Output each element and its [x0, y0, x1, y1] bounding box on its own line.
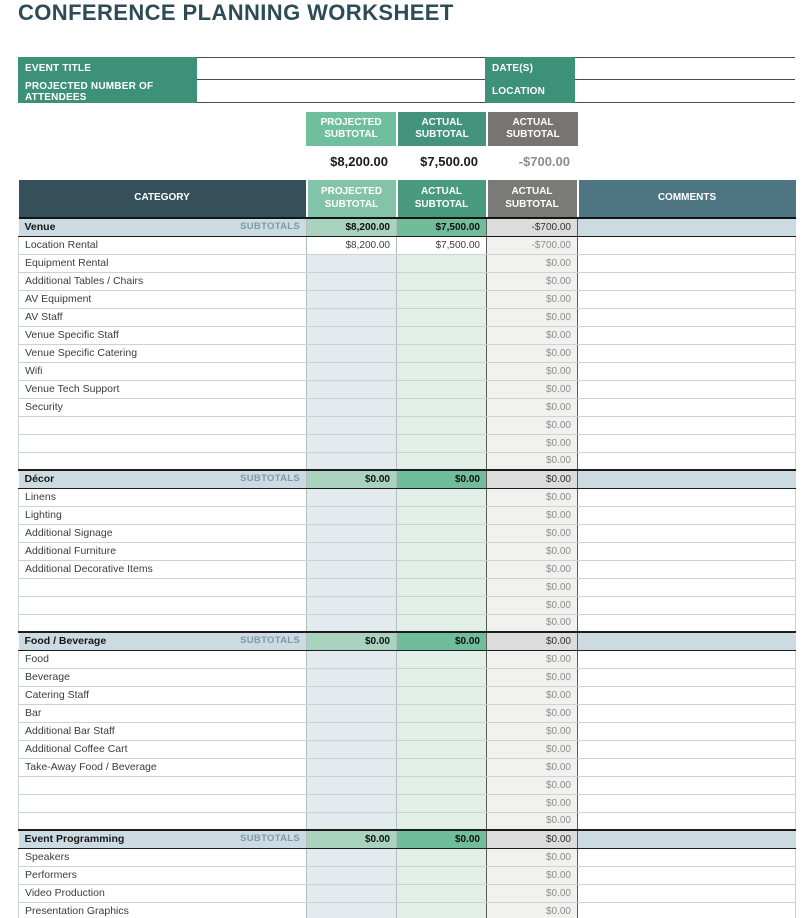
- actual-cell[interactable]: [397, 848, 487, 866]
- item-cell[interactable]: Additional Signage: [19, 524, 307, 542]
- table-row: [19, 560, 796, 578]
- table-row: [19, 902, 796, 918]
- projected-cell[interactable]: [307, 884, 397, 902]
- item-cell[interactable]: Food: [19, 650, 307, 668]
- actual-cell[interactable]: [397, 776, 487, 794]
- difference-cell[interactable]: $0.00: [487, 488, 578, 506]
- category-projected-cell[interactable]: $0.00: [307, 470, 397, 488]
- actual-cell[interactable]: [397, 884, 487, 902]
- category-row: [19, 830, 796, 848]
- actual-cell[interactable]: [397, 740, 487, 758]
- table-row: [19, 434, 796, 452]
- projected-cell[interactable]: [307, 434, 397, 452]
- difference-cell[interactable]: $0.00: [487, 848, 578, 866]
- comments-cell[interactable]: [578, 866, 796, 884]
- difference-cell[interactable]: $0.00: [487, 560, 578, 578]
- projected-cell[interactable]: [307, 776, 397, 794]
- projected-cell[interactable]: [307, 704, 397, 722]
- category-name-cell[interactable]: [19, 470, 307, 488]
- item-cell[interactable]: Additional Coffee Cart: [19, 740, 307, 758]
- item-cell[interactable]: Linens: [19, 488, 307, 506]
- difference-cell[interactable]: $0.00: [487, 758, 578, 776]
- comments-cell[interactable]: [578, 902, 796, 918]
- table-row: [19, 254, 796, 272]
- projected-cell[interactable]: [307, 506, 397, 524]
- comments-cell[interactable]: [578, 812, 796, 830]
- difference-cell[interactable]: $0.00: [487, 380, 578, 398]
- actual-cell[interactable]: [397, 542, 487, 560]
- projected-cell[interactable]: [307, 290, 397, 308]
- table-row: [19, 668, 796, 686]
- location-label: LOCATION: [485, 80, 575, 103]
- comments-cell[interactable]: [578, 650, 796, 668]
- table-row: [19, 758, 796, 776]
- actual-cell[interactable]: [397, 794, 487, 812]
- item-cell[interactable]: [19, 452, 307, 470]
- projected-cell[interactable]: [307, 344, 397, 362]
- item-cell[interactable]: Beverage: [19, 668, 307, 686]
- event-title-label: EVENT TITLE: [18, 57, 197, 80]
- table-header-row: [19, 180, 796, 218]
- category-name: Food / Beverage: [24, 635, 107, 648]
- difference-cell[interactable]: $0.00: [487, 434, 578, 452]
- comments-cell[interactable]: [578, 614, 796, 632]
- difference-cell[interactable]: $0.00: [487, 866, 578, 884]
- projected-cell[interactable]: [307, 542, 397, 560]
- category-name-cell[interactable]: [19, 830, 307, 848]
- category-name-cell[interactable]: [19, 632, 307, 650]
- category-projected-cell[interactable]: $0.00: [307, 632, 397, 650]
- item-cell[interactable]: Performers: [19, 866, 307, 884]
- actual-cell[interactable]: [397, 650, 487, 668]
- summary-difference-header: ACTUAL SUBTOTAL: [486, 112, 578, 146]
- comments-cell[interactable]: [578, 794, 796, 812]
- item-cell[interactable]: Lighting: [19, 506, 307, 524]
- table-row: [19, 578, 796, 596]
- actual-cell[interactable]: [397, 308, 487, 326]
- summary-actual-header: ACTUAL SUBTOTAL: [396, 112, 486, 146]
- actual-cell[interactable]: [397, 866, 487, 884]
- difference-cell[interactable]: $0.00: [487, 542, 578, 560]
- summary-projected-header: PROJECTED SUBTOTAL: [306, 112, 396, 146]
- projected-cell[interactable]: [307, 326, 397, 344]
- item-cell[interactable]: AV Equipment: [19, 290, 307, 308]
- difference-cell[interactable]: $0.00: [487, 416, 578, 434]
- difference-cell[interactable]: $0.00: [487, 344, 578, 362]
- actual-cell[interactable]: [397, 398, 487, 416]
- comments-cell[interactable]: [578, 560, 796, 578]
- category-difference-cell[interactable]: $0.00: [487, 632, 578, 650]
- actual-cell[interactable]: [397, 452, 487, 470]
- difference-cell[interactable]: $0.00: [487, 506, 578, 524]
- comments-cell[interactable]: [578, 254, 796, 272]
- comments-cell[interactable]: [578, 434, 796, 452]
- category-projected-cell[interactable]: $8,200.00: [307, 218, 397, 236]
- table-row: [19, 290, 796, 308]
- projected-cell[interactable]: [307, 650, 397, 668]
- summary-section: [306, 112, 578, 176]
- actual-cell[interactable]: $7,500.00: [397, 236, 487, 254]
- difference-cell[interactable]: $0.00: [487, 902, 578, 918]
- comments-cell[interactable]: [578, 524, 796, 542]
- table-row: [19, 866, 796, 884]
- worksheet-table: [18, 180, 796, 918]
- projected-cell[interactable]: [307, 866, 397, 884]
- table-row: [19, 362, 796, 380]
- item-cell[interactable]: Speakers: [19, 848, 307, 866]
- comments-cell[interactable]: [578, 776, 796, 794]
- projected-cell[interactable]: [307, 596, 397, 614]
- projected-cell[interactable]: [307, 254, 397, 272]
- comments-cell[interactable]: [578, 398, 796, 416]
- table-row: [19, 812, 796, 830]
- projected-cell[interactable]: [307, 758, 397, 776]
- projected-cell[interactable]: [307, 560, 397, 578]
- comments-cell[interactable]: [578, 308, 796, 326]
- table-row: [19, 506, 796, 524]
- comments-cell[interactable]: [578, 722, 796, 740]
- projected-cell[interactable]: [307, 362, 397, 380]
- table-row: [19, 452, 796, 470]
- actual-cell[interactable]: [397, 812, 487, 830]
- item-cell[interactable]: Presentation Graphics: [19, 902, 307, 918]
- category-actual-cell[interactable]: $0.00: [397, 470, 487, 488]
- table-row: [19, 488, 796, 506]
- table-row: [19, 794, 796, 812]
- actual-cell[interactable]: [397, 722, 487, 740]
- table-row: [19, 524, 796, 542]
- actual-cell[interactable]: [397, 362, 487, 380]
- projected-cell[interactable]: [307, 380, 397, 398]
- comments-cell[interactable]: [578, 542, 796, 560]
- difference-cell[interactable]: $0.00: [487, 308, 578, 326]
- item-cell[interactable]: [19, 794, 307, 812]
- comments-cell[interactable]: [578, 236, 796, 254]
- comments-cell[interactable]: [578, 416, 796, 434]
- table-row: [19, 704, 796, 722]
- page-title: CONFERENCE PLANNING WORKSHEET: [18, 0, 454, 25]
- item-cell[interactable]: Additional Decorative Items: [19, 560, 307, 578]
- item-cell[interactable]: Equipment Rental: [19, 254, 307, 272]
- summary-projected-value: $8,200.00: [306, 146, 396, 176]
- actual-cell[interactable]: [397, 434, 487, 452]
- category-difference-cell[interactable]: -$700.00: [487, 218, 578, 236]
- table-row: [19, 380, 796, 398]
- worksheet-table-body: [19, 218, 796, 918]
- comments-cell[interactable]: [578, 686, 796, 704]
- subtotals-label: SUBTOTALS: [240, 833, 300, 845]
- actual-cell[interactable]: [397, 902, 487, 918]
- item-cell[interactable]: Additional Bar Staff: [19, 722, 307, 740]
- item-cell[interactable]: Wifi: [19, 362, 307, 380]
- subtotals-label: SUBTOTALS: [240, 473, 300, 485]
- table-row: [19, 686, 796, 704]
- category-actual-cell[interactable]: $7,500.00: [397, 218, 487, 236]
- comments-cell[interactable]: [578, 362, 796, 380]
- category-actual-cell[interactable]: $0.00: [397, 632, 487, 650]
- table-row: [19, 236, 796, 254]
- event-title-input[interactable]: [197, 57, 485, 80]
- actual-cell[interactable]: [397, 704, 487, 722]
- actual-cell[interactable]: [397, 578, 487, 596]
- category-row: [19, 470, 796, 488]
- projected-cell[interactable]: [307, 614, 397, 632]
- col-header-actual-subtotal: ACTUAL SUBTOTAL: [397, 180, 487, 218]
- location-input[interactable]: [575, 80, 795, 103]
- subtotals-label: SUBTOTALS: [240, 221, 300, 233]
- table-row: [19, 308, 796, 326]
- table-row: [19, 848, 796, 866]
- projected-cell[interactable]: $8,200.00: [307, 236, 397, 254]
- summary-difference-value: -$700.00: [486, 146, 578, 176]
- difference-cell[interactable]: $0.00: [487, 254, 578, 272]
- comments-cell[interactable]: [578, 596, 796, 614]
- comments-cell[interactable]: [578, 290, 796, 308]
- projected-cell[interactable]: [307, 416, 397, 434]
- difference-cell[interactable]: $0.00: [487, 272, 578, 290]
- item-cell[interactable]: Venue Specific Staff: [19, 326, 307, 344]
- projected-cell[interactable]: [307, 902, 397, 918]
- actual-cell[interactable]: [397, 344, 487, 362]
- category-name: Event Programming: [24, 833, 125, 846]
- comments-cell[interactable]: [578, 380, 796, 398]
- difference-cell[interactable]: $0.00: [487, 578, 578, 596]
- category-difference-cell[interactable]: $0.00: [487, 470, 578, 488]
- item-cell[interactable]: Location Rental: [19, 236, 307, 254]
- category-row: [19, 218, 796, 236]
- comments-cell[interactable]: [578, 344, 796, 362]
- table-row: [19, 326, 796, 344]
- actual-cell[interactable]: [397, 254, 487, 272]
- table-row: [19, 596, 796, 614]
- comments-cell[interactable]: [578, 488, 796, 506]
- difference-cell[interactable]: $0.00: [487, 704, 578, 722]
- comments-cell[interactable]: [578, 884, 796, 902]
- item-cell[interactable]: [19, 416, 307, 434]
- item-cell[interactable]: [19, 614, 307, 632]
- difference-cell[interactable]: $0.00: [487, 884, 578, 902]
- projected-cell[interactable]: [307, 812, 397, 830]
- projected-cell[interactable]: [307, 578, 397, 596]
- difference-cell[interactable]: -$700.00: [487, 236, 578, 254]
- comments-cell[interactable]: [578, 848, 796, 866]
- difference-cell[interactable]: $0.00: [487, 686, 578, 704]
- category-comments-cell[interactable]: [578, 218, 796, 236]
- item-cell[interactable]: [19, 812, 307, 830]
- table-row: [19, 398, 796, 416]
- category-comments-cell[interactable]: [578, 470, 796, 488]
- table-row: [19, 884, 796, 902]
- comments-cell[interactable]: [578, 758, 796, 776]
- projected-cell[interactable]: [307, 488, 397, 506]
- projected-cell[interactable]: [307, 740, 397, 758]
- projected-cell[interactable]: [307, 452, 397, 470]
- item-cell[interactable]: [19, 596, 307, 614]
- dates-input[interactable]: [575, 57, 795, 80]
- comments-cell[interactable]: [578, 452, 796, 470]
- actual-cell[interactable]: [397, 560, 487, 578]
- difference-cell[interactable]: $0.00: [487, 326, 578, 344]
- difference-cell[interactable]: $0.00: [487, 614, 578, 632]
- actual-cell[interactable]: [397, 326, 487, 344]
- comments-cell[interactable]: [578, 506, 796, 524]
- difference-cell[interactable]: $0.00: [487, 668, 578, 686]
- difference-cell[interactable]: $0.00: [487, 794, 578, 812]
- item-cell[interactable]: [19, 434, 307, 452]
- category-name-cell[interactable]: [19, 218, 307, 236]
- comments-cell[interactable]: [578, 704, 796, 722]
- difference-cell[interactable]: $0.00: [487, 452, 578, 470]
- comments-cell[interactable]: [578, 326, 796, 344]
- category-comments-cell[interactable]: [578, 830, 796, 848]
- item-cell[interactable]: Additional Furniture: [19, 542, 307, 560]
- projected-cell[interactable]: [307, 524, 397, 542]
- table-row: [19, 614, 796, 632]
- projected-cell[interactable]: [307, 272, 397, 290]
- actual-cell[interactable]: [397, 524, 487, 542]
- difference-cell[interactable]: $0.00: [487, 362, 578, 380]
- projected-cell[interactable]: [307, 686, 397, 704]
- table-row: [19, 272, 796, 290]
- event-info-section: [18, 57, 795, 103]
- difference-cell[interactable]: $0.00: [487, 290, 578, 308]
- projected-cell[interactable]: [307, 308, 397, 326]
- projected-cell[interactable]: [307, 722, 397, 740]
- projected-cell[interactable]: [307, 848, 397, 866]
- col-header-comments: COMMENTS: [578, 180, 796, 218]
- table-row: [19, 650, 796, 668]
- dates-label: DATE(S): [485, 57, 575, 80]
- projected-cell[interactable]: [307, 398, 397, 416]
- comments-cell[interactable]: [578, 578, 796, 596]
- table-row: [19, 776, 796, 794]
- subtotals-label: SUBTOTALS: [240, 635, 300, 647]
- difference-cell[interactable]: $0.00: [487, 650, 578, 668]
- category-name: Décor: [24, 473, 55, 486]
- difference-cell[interactable]: $0.00: [487, 776, 578, 794]
- actual-cell[interactable]: [397, 596, 487, 614]
- actual-cell[interactable]: [397, 758, 487, 776]
- item-cell[interactable]: Bar: [19, 704, 307, 722]
- actual-cell[interactable]: [397, 416, 487, 434]
- item-cell[interactable]: Additional Tables / Chairs: [19, 272, 307, 290]
- item-cell[interactable]: Security: [19, 398, 307, 416]
- item-cell[interactable]: Video Production: [19, 884, 307, 902]
- difference-cell[interactable]: $0.00: [487, 596, 578, 614]
- table-row: [19, 722, 796, 740]
- comments-cell[interactable]: [578, 272, 796, 290]
- item-cell[interactable]: Catering Staff: [19, 686, 307, 704]
- difference-cell[interactable]: $0.00: [487, 524, 578, 542]
- summary-actual-value: $7,500.00: [396, 146, 486, 176]
- projected-cell[interactable]: [307, 794, 397, 812]
- col-header-actual-subtotal-diff: ACTUAL SUBTOTAL: [487, 180, 578, 218]
- comments-cell[interactable]: [578, 740, 796, 758]
- table-row: [19, 740, 796, 758]
- actual-cell[interactable]: [397, 614, 487, 632]
- table-row: [19, 542, 796, 560]
- actual-cell[interactable]: [397, 506, 487, 524]
- difference-cell[interactable]: $0.00: [487, 740, 578, 758]
- item-cell[interactable]: AV Staff: [19, 308, 307, 326]
- item-cell[interactable]: Venue Tech Support: [19, 380, 307, 398]
- difference-cell[interactable]: $0.00: [487, 722, 578, 740]
- category-row: [19, 632, 796, 650]
- actual-cell[interactable]: [397, 488, 487, 506]
- actual-cell[interactable]: [397, 686, 487, 704]
- category-actual-cell[interactable]: $0.00: [397, 830, 487, 848]
- category-name: Venue: [24, 221, 56, 234]
- category-comments-cell[interactable]: [578, 632, 796, 650]
- actual-cell[interactable]: [397, 272, 487, 290]
- comments-cell[interactable]: [578, 668, 796, 686]
- item-cell[interactable]: [19, 776, 307, 794]
- attendees-input[interactable]: [197, 80, 485, 103]
- item-cell[interactable]: Take-Away Food / Beverage: [19, 758, 307, 776]
- actual-cell[interactable]: [397, 290, 487, 308]
- col-header-category: CATEGORY: [19, 180, 307, 218]
- category-projected-cell[interactable]: $0.00: [307, 830, 397, 848]
- difference-cell[interactable]: $0.00: [487, 812, 578, 830]
- category-difference-cell[interactable]: $0.00: [487, 830, 578, 848]
- item-cell[interactable]: Venue Specific Catering: [19, 344, 307, 362]
- actual-cell[interactable]: [397, 380, 487, 398]
- item-cell[interactable]: [19, 578, 307, 596]
- projected-cell[interactable]: [307, 668, 397, 686]
- attendees-label: PROJECTED NUMBER OF ATTENDEES: [18, 80, 197, 103]
- table-row: [19, 416, 796, 434]
- actual-cell[interactable]: [397, 668, 487, 686]
- table-row: [19, 344, 796, 362]
- col-header-projected-subtotal: PROJECTED SUBTOTAL: [307, 180, 397, 218]
- difference-cell[interactable]: $0.00: [487, 398, 578, 416]
